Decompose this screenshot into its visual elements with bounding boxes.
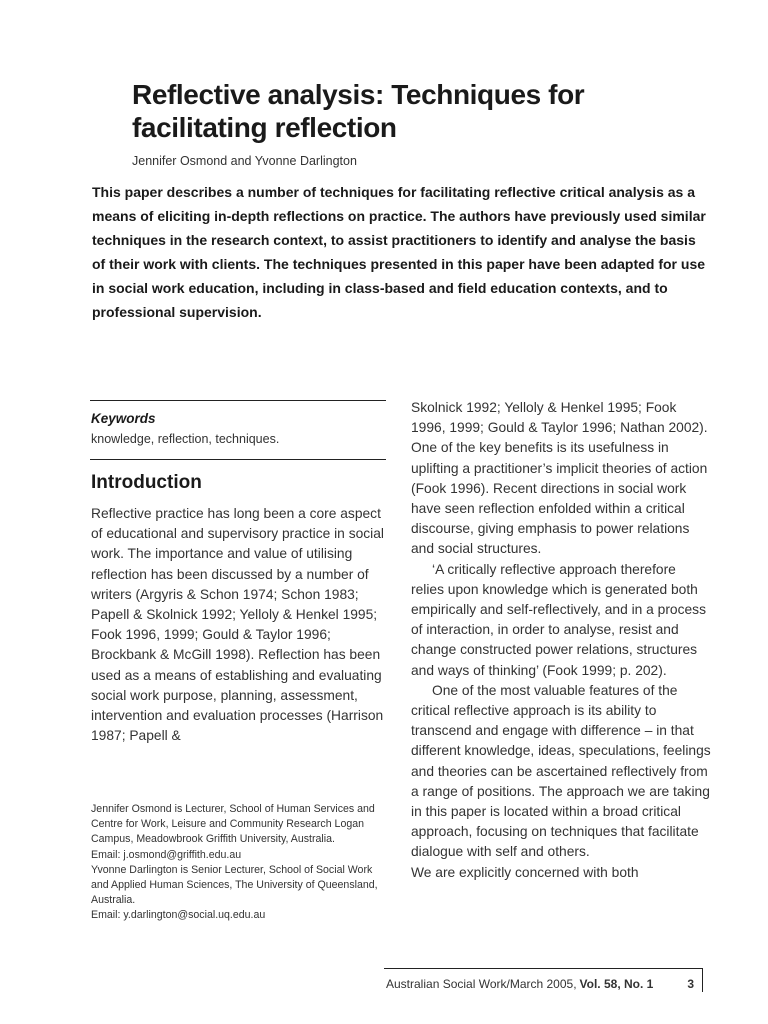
darlington-affiliation: Yvonne Darlington is Senior Lecturer, School of Social Work and Applied Human Sciences, The University of Queensland, Australia. [91, 863, 378, 907]
page-footer [386, 977, 696, 991]
keywords-text: knowledge, reflection, techniques. [91, 432, 280, 446]
footer-rule-vertical [702, 968, 703, 992]
right-column [411, 398, 711, 883]
introduction-heading: Introduction [91, 472, 202, 493]
footer-journal: Australian Social Work/March 2005, [386, 977, 577, 991]
osmond-email: Email: j.osmond@griffith.edu.au [91, 848, 242, 861]
article-authors: Jennifer Osmond and Yvonne Darlington [132, 154, 357, 168]
introduction-paragraph-1: Reflective practice has long been a core aspect of educational and supervisory practice in social work. The importance and value of utilising reflection has been discussed by a number of writers (Argyris & Schon 1974; Schon 1983; Papell & Skolnick 1992; Yelloly & Henkel 1995; Fook 1996, 1999; Gould & Taylor 1996; Brockbank & McGill 1998). Reflection has been used as a means of establishing and evaluating social work purpose, planning, assessment, intervention and evaluation processes (Harrison 1987; Papell & [91, 506, 384, 744]
author-footnote [91, 802, 387, 924]
introduction-paragraph-4: We are explicitly concerned with both [411, 864, 639, 880]
page-number: 3 [687, 977, 694, 991]
darlington-email: Email: y.darlington@social.uq.edu.au [91, 909, 266, 922]
keywords-block [90, 401, 386, 459]
keywords-bottom-rule [90, 459, 386, 460]
footer-rule-horizontal [384, 968, 702, 969]
introduction-paragraph-3: One of the most valuable features of the critical reflective approach is its ability to transcend and engage with difference – in that different knowledge, ideas, speculations, feelings and theories can be ascertained reflectively from a range of positions. The approach we are taking in this paper is located within a broad critical approach, focusing on techniques that facilitate dialogue with self and others. [411, 682, 711, 860]
block-quote-paragraph: ‘A critically reflective approach therefore relies upon knowledge which is generated both empirically and self-reflectively, and in a process of interaction, in order to analyse, resist and change constructed power relations, structures and ways of thinking’ (Fook 1999; p. 202). [411, 561, 706, 678]
footer-volume: Vol. 58, No. 1 [579, 977, 654, 991]
left-column [90, 400, 386, 746]
article-abstract: This paper describes a number of techniques for facilitating reflective critical analysis as a means of eliciting in-depth reflections on practice. The authors have previously used similar techniques in the research context, to assist practitioners to identify and analyse the basis of their work with clients. The techniques presented in this paper have been adapted for use in social work education, including in class-based and field education contexts, and to professional supervision. [92, 184, 706, 320]
introduction-paragraph-continued: Skolnick 1992; Yelloly & Henkel 1995; Fook 1996, 1999; Gould & Taylor 1996; Nathan 2002). One of the key benefits is its usefulness in uplifting a practitioner’s implicit theories of action (Fook 1996). Recent directions in social work have seen reflection enfolded within a critical discourse, giving emphasis to power relations and social structures. [411, 400, 708, 557]
article-title: Reflective analysis: Techniques for facilitating reflection [132, 79, 585, 143]
keywords-label: Keywords [91, 411, 156, 426]
osmond-affiliation: Jennifer Osmond is Lecturer, School of Human Services and Centre for Work, Leisure and Community Research Logan Campus, Meadowbrook Griffith University, Australia. [91, 803, 375, 846]
